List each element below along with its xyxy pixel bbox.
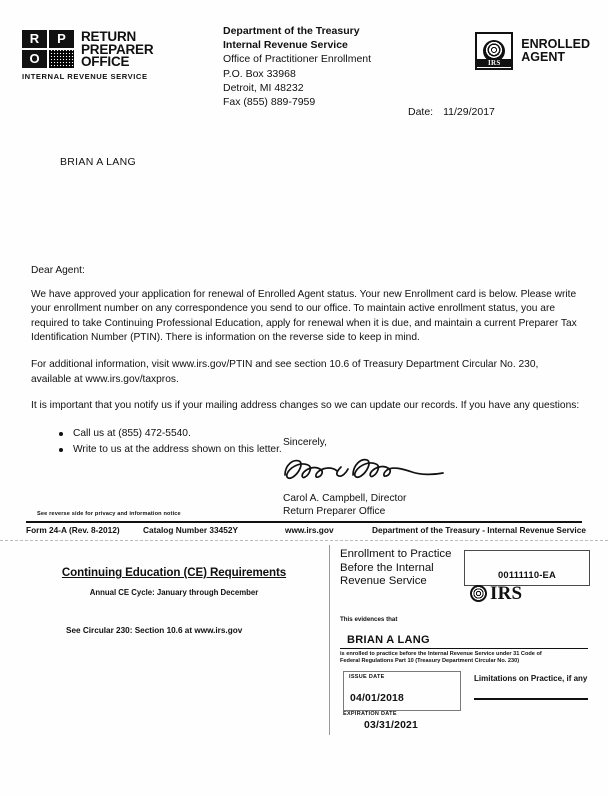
- card-legal-text: is enrolled to practice before the Internal Revenue Service under 31 Code of Federal Regulations Part 10 (Treasury Department Circular No. 230): [340, 651, 542, 665]
- signature-block: [283, 436, 450, 518]
- card-holder-name: BRIAN A LANG: [340, 634, 588, 649]
- enrolled-agent-label: [521, 38, 590, 65]
- catalog-number: Catalog Number 33452Y: [143, 525, 238, 535]
- ce-title: Continuing Education (CE) Requirements: [61, 566, 287, 579]
- limitations-label: Limitations on Practice, if any: [474, 674, 588, 684]
- limitations-rule: [474, 698, 588, 699]
- card-fields: [340, 671, 590, 733]
- enrollment-number-box: [464, 550, 590, 586]
- enrollment-card: [340, 548, 590, 733]
- issue-date-label: ISSUE DATE: [349, 674, 385, 681]
- ce-cycle: Annual CE Cycle: January through December: [89, 588, 259, 597]
- rpo-logo-cell-r: R: [22, 30, 47, 48]
- body-paragraph-1: We have approved your application for renewal of Enrolled Agent status. Your new Enrollment card is below. Please write your enrollment number on any correspondence you send to our office. To maintain active enrollment status, you are required to take Continuing Professional Education, apply for renewal when it is due, and maintain a current Preparer Tax Identification Number (PTIN). There is information on the reverse side to keep in mind.: [31, 288, 577, 344]
- rpo-logo-subtitle: INTERNAL REVENUE SERVICE: [22, 71, 148, 81]
- enrolled-agent-seal: [475, 32, 590, 70]
- issue-date-value: 04/01/2018: [350, 693, 405, 705]
- recipient-name: BRIAN A LANG: [60, 156, 136, 168]
- letter-date: [408, 106, 495, 118]
- agency-service: Internal Revenue Service: [223, 39, 348, 52]
- agency-address-block: [223, 24, 371, 109]
- signer-name: Carol A. Campbell, Director: [283, 493, 407, 504]
- list-item: Write to us at the address shown on this letter.: [73, 442, 581, 458]
- irs-seal-wordmark: IRS: [477, 59, 511, 67]
- footer-department: Department of the Treasury - Internal Revenue Service: [372, 525, 586, 535]
- irs-logo: [470, 584, 522, 603]
- handwritten-signature-icon: [275, 453, 450, 487]
- agency-department: Department of the Treasury: [223, 25, 360, 37]
- tear-off-line: [0, 540, 608, 541]
- rpo-logo: [22, 30, 162, 81]
- card-title: Enrollment to Practice Before the Internal Revenue Service: [340, 548, 452, 588]
- section-vertical-divider: [329, 545, 330, 735]
- footer-divider: [26, 521, 582, 523]
- date-value: 11/29/2017: [443, 106, 495, 118]
- rpo-logo-grid: [22, 30, 74, 68]
- list-item: Call us at (855) 472-5540.: [73, 426, 581, 442]
- signer-office: Return Preparer Office: [283, 505, 386, 517]
- rpo-word-return: RETURN: [81, 29, 137, 44]
- date-label: Date:: [408, 106, 434, 118]
- agency-fax: Fax (855) 889-7959: [223, 96, 316, 109]
- letter-body: [31, 264, 581, 458]
- enrollment-number: 00111110-EA: [498, 568, 556, 580]
- evidences-label: This evidences that: [340, 616, 398, 623]
- irs-seal-icon: [475, 32, 513, 70]
- form-number: Form 24-A (Rev. 8-2012): [26, 525, 120, 535]
- rpo-logo-pattern-tile: [49, 50, 74, 68]
- rpo-logo-cell-o: O: [22, 50, 47, 68]
- ce-circular-reference: See Circular 230: Section 10.6 at www.irs.gov: [66, 626, 243, 635]
- privacy-notice: See reverse side for privacy and information notice: [37, 511, 181, 517]
- card-header: [340, 548, 590, 612]
- rpo-word-preparer: PREPARER: [81, 41, 154, 57]
- salutation: Dear Agent:: [31, 265, 85, 276]
- body-paragraph-3: It is important that you notify us if your mailing address changes so we can update our records. If you have any questions:: [31, 400, 580, 412]
- expiration-date-value: 03/31/2021: [364, 720, 419, 732]
- agency-po-box: P.O. Box 33968: [223, 67, 296, 80]
- agency-city-state-zip: Detroit, MI 48232: [223, 81, 304, 94]
- enrolled-agent-line1: ENROLLED: [521, 36, 590, 51]
- rpo-logo-wordmark: [81, 30, 153, 69]
- enrolled-agent-line2: AGENT: [521, 50, 565, 64]
- agency-office: Office of Practitioner Enrollment: [223, 53, 372, 66]
- continuing-education-section: [28, 566, 320, 635]
- letter-header: [0, 24, 608, 114]
- closing-salutation: Sincerely,: [283, 437, 327, 448]
- body-paragraph-2: For additional information, visit www.irs.gov/PTIN and see section 10.6 of Treasury Department Circular No. 230, available at www.irs.gov/taxpros.: [31, 358, 539, 385]
- expiration-date-label: EXPIRATION DATE: [343, 711, 397, 718]
- rpo-word-office: OFFICE: [81, 54, 130, 70]
- irs-seal-icon: [470, 585, 487, 602]
- irs-website-link[interactable]: www.irs.gov: [285, 525, 334, 535]
- rpo-logo-cell-p: P: [49, 30, 74, 48]
- irs-wordmark: IRS: [490, 583, 523, 604]
